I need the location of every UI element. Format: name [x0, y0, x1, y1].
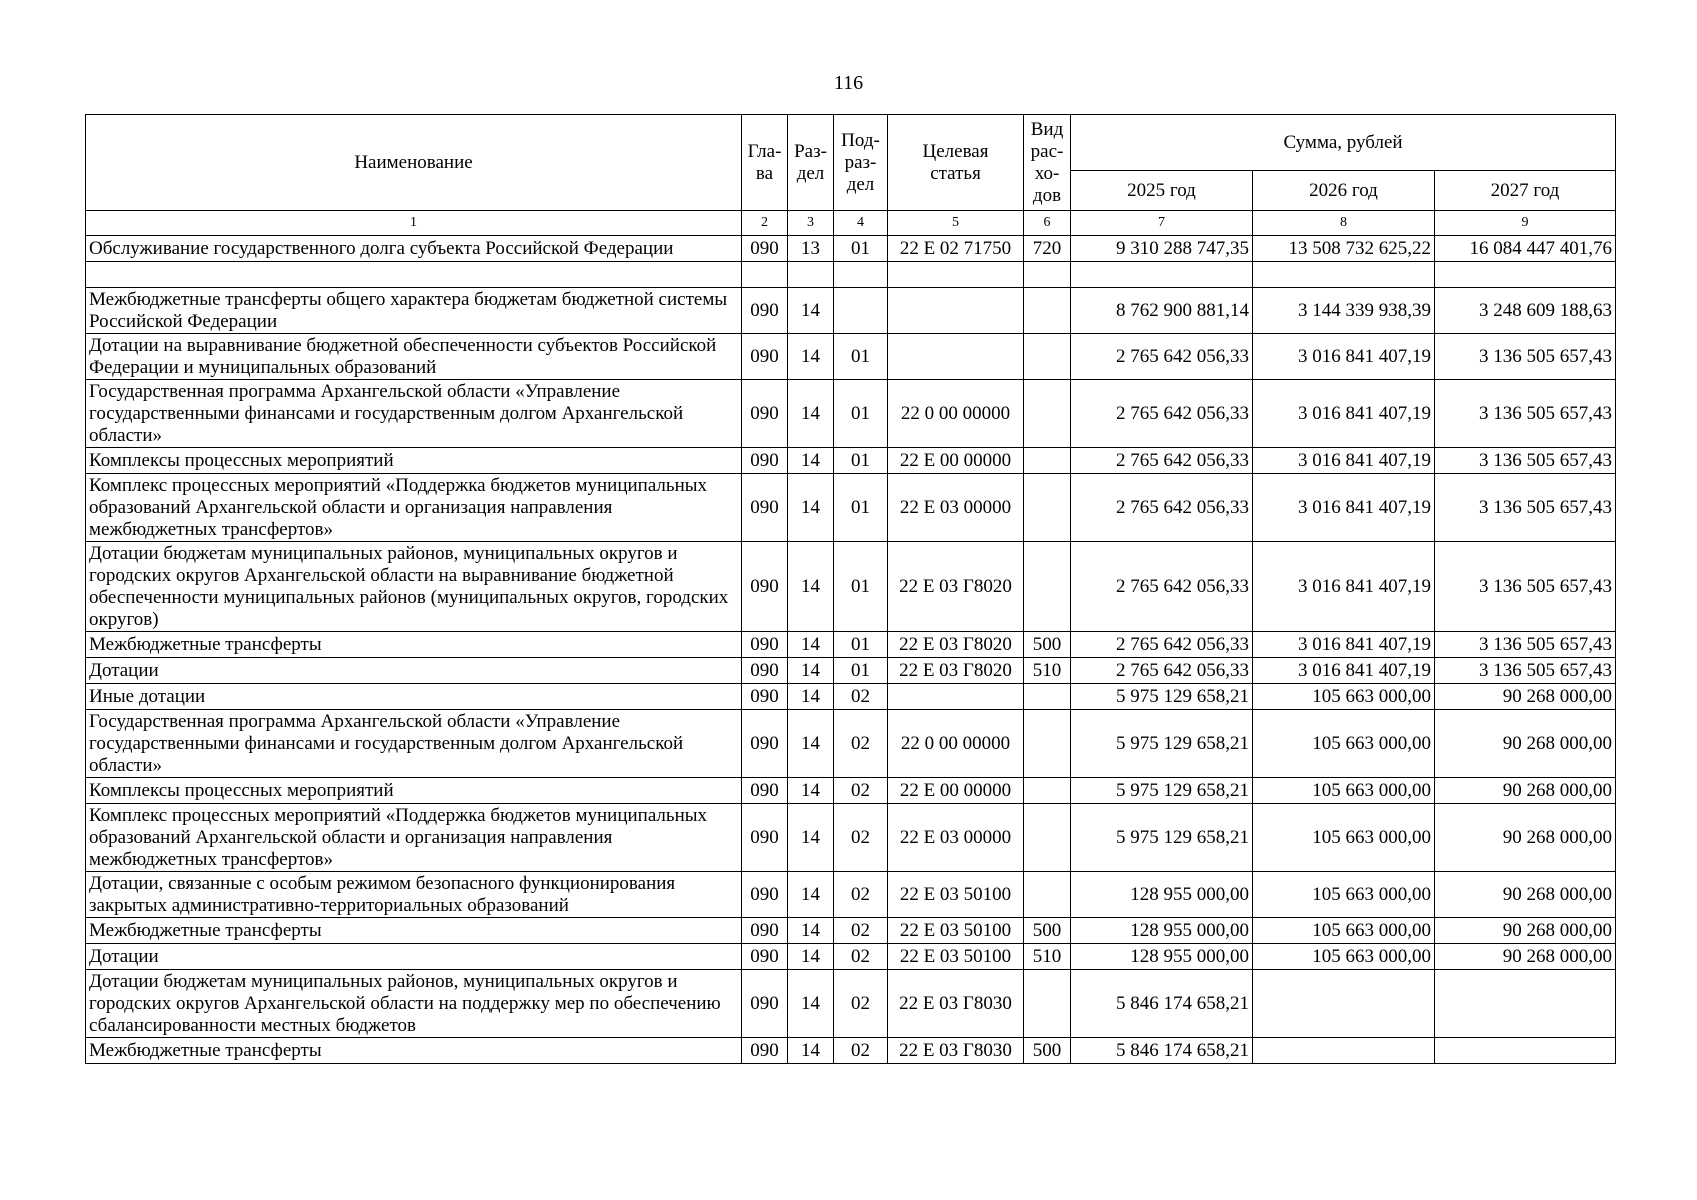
- row-amount-2026: 105 663 000,00: [1253, 918, 1435, 944]
- row-glava: 090: [742, 334, 788, 380]
- column-number: 1: [86, 211, 742, 236]
- row-razdel: 14: [788, 542, 834, 632]
- column-number: 3: [788, 211, 834, 236]
- row-name: Государственная программа Архангельской области «Управление государственными финансами и государственным долгом Архангельской области»: [86, 710, 742, 778]
- row-amount-2027: 3 136 505 657,43: [1435, 542, 1616, 632]
- row-tselevaya: [888, 262, 1024, 288]
- row-podrazdel: 02: [834, 872, 888, 918]
- row-tselevaya: 22 Е 00 00000: [888, 448, 1024, 474]
- table-row: [86, 872, 1616, 918]
- row-glava: 090: [742, 804, 788, 872]
- row-tselevaya: 22 Е 03 50100: [888, 944, 1024, 970]
- row-podrazdel: 02: [834, 918, 888, 944]
- row-amount-2027: 3 136 505 657,43: [1435, 380, 1616, 448]
- column-number: 8: [1253, 211, 1435, 236]
- row-amount-2026: 3 016 841 407,19: [1253, 380, 1435, 448]
- column-number: 7: [1071, 211, 1253, 236]
- row-amount-2027: 90 268 000,00: [1435, 918, 1616, 944]
- row-tselevaya: 22 Е 03 Г8030: [888, 970, 1024, 1038]
- row-amount-2026: 3 016 841 407,19: [1253, 448, 1435, 474]
- row-amount-2025: 2 765 642 056,33: [1071, 542, 1253, 632]
- row-razdel: 14: [788, 288, 834, 334]
- row-glava: [742, 262, 788, 288]
- row-amount-2026: 105 663 000,00: [1253, 778, 1435, 804]
- column-number: 4: [834, 211, 888, 236]
- column-number-row: [86, 211, 1616, 236]
- row-podrazdel: 02: [834, 1038, 888, 1064]
- row-amount-2025: 2 765 642 056,33: [1071, 448, 1253, 474]
- row-glava: 090: [742, 778, 788, 804]
- row-amount-2025: 2 765 642 056,33: [1071, 334, 1253, 380]
- row-amount-2026: 3 016 841 407,19: [1253, 632, 1435, 658]
- row-tselevaya: 22 Е 03 50100: [888, 918, 1024, 944]
- row-tselevaya: 22 Е 03 00000: [888, 804, 1024, 872]
- row-amount-2026: 105 663 000,00: [1253, 944, 1435, 970]
- table-row: [86, 262, 1616, 288]
- row-razdel: 14: [788, 1038, 834, 1064]
- row-glava: 090: [742, 658, 788, 684]
- row-vid: [1024, 804, 1071, 872]
- row-name: Комплексы процессных мероприятий: [86, 448, 742, 474]
- row-podrazdel: 01: [834, 632, 888, 658]
- table-row: [86, 448, 1616, 474]
- row-vid: [1024, 684, 1071, 710]
- row-amount-2026: 3 016 841 407,19: [1253, 474, 1435, 542]
- column-number: 5: [888, 211, 1024, 236]
- header-year-2027: 2027 год: [1435, 171, 1616, 211]
- row-podrazdel: 01: [834, 658, 888, 684]
- row-amount-2025: 5 975 129 658,21: [1071, 778, 1253, 804]
- row-name: Дотации на выравнивание бюджетной обеспеченности субъектов Российской Федерации и муниципальных образований: [86, 334, 742, 380]
- row-glava: 090: [742, 236, 788, 262]
- table-header: [86, 115, 1616, 236]
- row-name: Дотации, связанные с особым режимом безопасного функционирования закрытых административно-территориальных образований: [86, 872, 742, 918]
- row-tselevaya: 22 Е 03 50100: [888, 872, 1024, 918]
- row-tselevaya: 22 Е 02 71750: [888, 236, 1024, 262]
- header-year-2025: 2025 год: [1071, 171, 1253, 211]
- row-amount-2027: 3 136 505 657,43: [1435, 448, 1616, 474]
- row-podrazdel: 01: [834, 334, 888, 380]
- row-razdel: 14: [788, 684, 834, 710]
- header-name: Наименование: [86, 115, 742, 211]
- row-tselevaya: 22 Е 03 Г8020: [888, 542, 1024, 632]
- row-amount-2026: [1253, 970, 1435, 1038]
- row-amount-2026: 3 016 841 407,19: [1253, 334, 1435, 380]
- row-tselevaya: 22 Е 03 Г8030: [888, 1038, 1024, 1064]
- row-name: Дотации: [86, 944, 742, 970]
- row-razdel: 14: [788, 334, 834, 380]
- row-glava: 090: [742, 918, 788, 944]
- row-name: [86, 262, 742, 288]
- row-podrazdel: [834, 262, 888, 288]
- header-tselevaya: Целевая статья: [888, 115, 1024, 211]
- row-vid: 720: [1024, 236, 1071, 262]
- row-amount-2027: 3 136 505 657,43: [1435, 632, 1616, 658]
- row-podrazdel: 02: [834, 684, 888, 710]
- row-razdel: 14: [788, 970, 834, 1038]
- row-podrazdel: 02: [834, 804, 888, 872]
- row-vid: [1024, 262, 1071, 288]
- header-year-2026: 2026 год: [1253, 171, 1435, 211]
- row-tselevaya: 22 Е 03 00000: [888, 474, 1024, 542]
- row-podrazdel: 02: [834, 778, 888, 804]
- row-podrazdel: 01: [834, 236, 888, 262]
- row-tselevaya: 22 Е 03 Г8020: [888, 658, 1024, 684]
- row-glava: 090: [742, 380, 788, 448]
- row-razdel: 14: [788, 872, 834, 918]
- row-vid: 500: [1024, 632, 1071, 658]
- row-tselevaya: 22 Е 03 Г8020: [888, 632, 1024, 658]
- table-row: [86, 474, 1616, 542]
- row-glava: 090: [742, 288, 788, 334]
- row-glava: 090: [742, 970, 788, 1038]
- row-vid: 500: [1024, 918, 1071, 944]
- row-amount-2027: [1435, 1038, 1616, 1064]
- row-amount-2027: 3 248 609 188,63: [1435, 288, 1616, 334]
- table-row: [86, 804, 1616, 872]
- table-row: [86, 710, 1616, 778]
- row-amount-2026: 105 663 000,00: [1253, 710, 1435, 778]
- table-row: [86, 684, 1616, 710]
- row-tselevaya: 22 0 00 00000: [888, 710, 1024, 778]
- row-amount-2026: 3 016 841 407,19: [1253, 658, 1435, 684]
- row-amount-2027: 3 136 505 657,43: [1435, 658, 1616, 684]
- row-amount-2025: 8 762 900 881,14: [1071, 288, 1253, 334]
- column-number: 6: [1024, 211, 1071, 236]
- row-name: Дотации бюджетам муниципальных районов, муниципальных округов и городских округов Архангельской области на поддержку мер по обеспечению сбалансированности местных бюджетов: [86, 970, 742, 1038]
- row-amount-2027: [1435, 262, 1616, 288]
- row-amount-2025: 5 846 174 658,21: [1071, 1038, 1253, 1064]
- row-razdel: 14: [788, 918, 834, 944]
- table-row: [86, 1038, 1616, 1064]
- row-vid: [1024, 334, 1071, 380]
- row-amount-2025: 5 975 129 658,21: [1071, 804, 1253, 872]
- row-razdel: 14: [788, 804, 834, 872]
- row-podrazdel: 01: [834, 474, 888, 542]
- row-glava: 090: [742, 710, 788, 778]
- row-amount-2026: 105 663 000,00: [1253, 872, 1435, 918]
- row-amount-2027: 3 136 505 657,43: [1435, 474, 1616, 542]
- header-glava: Гла- ва: [742, 115, 788, 211]
- row-amount-2025: [1071, 262, 1253, 288]
- row-tselevaya: [888, 288, 1024, 334]
- row-amount-2026: [1253, 262, 1435, 288]
- row-razdel: 14: [788, 944, 834, 970]
- row-amount-2027: 90 268 000,00: [1435, 684, 1616, 710]
- row-amount-2026: 3 016 841 407,19: [1253, 542, 1435, 632]
- header-razdel: Раз- дел: [788, 115, 834, 211]
- budget-table: [85, 114, 1616, 1064]
- row-amount-2025: 128 955 000,00: [1071, 918, 1253, 944]
- row-amount-2025: 5 975 129 658,21: [1071, 684, 1253, 710]
- row-amount-2025: 128 955 000,00: [1071, 944, 1253, 970]
- row-amount-2025: 5 975 129 658,21: [1071, 710, 1253, 778]
- row-name: Комплекс процессных мероприятий «Поддержка бюджетов муниципальных образований Архангельской области и организация направления межбюджетных трансфертов»: [86, 474, 742, 542]
- header-summa: Сумма, рублей: [1071, 115, 1616, 171]
- row-vid: [1024, 542, 1071, 632]
- row-tselevaya: 22 0 00 00000: [888, 380, 1024, 448]
- row-vid: [1024, 448, 1071, 474]
- row-razdel: 14: [788, 658, 834, 684]
- row-amount-2025: 2 765 642 056,33: [1071, 658, 1253, 684]
- row-amount-2027: 90 268 000,00: [1435, 944, 1616, 970]
- row-amount-2027: 16 084 447 401,76: [1435, 236, 1616, 262]
- table-row: [86, 380, 1616, 448]
- table-row: [86, 658, 1616, 684]
- row-amount-2025: 9 310 288 747,35: [1071, 236, 1253, 262]
- row-vid: 500: [1024, 1038, 1071, 1064]
- row-razdel: 13: [788, 236, 834, 262]
- row-glava: 090: [742, 474, 788, 542]
- row-razdel: 14: [788, 474, 834, 542]
- table-body: [86, 236, 1616, 1064]
- row-amount-2026: 3 144 339 938,39: [1253, 288, 1435, 334]
- table-row: [86, 778, 1616, 804]
- row-tselevaya: [888, 684, 1024, 710]
- table-row: [86, 236, 1616, 262]
- row-name: Дотации бюджетам муниципальных районов, муниципальных округов и городских округов Архангельской области на выравнивание бюджетной обеспеченности муниципальных районов (муниципальных округов, городских округов): [86, 542, 742, 632]
- table-row: [86, 632, 1616, 658]
- row-amount-2025: 128 955 000,00: [1071, 872, 1253, 918]
- row-amount-2026: 105 663 000,00: [1253, 684, 1435, 710]
- row-vid: 510: [1024, 658, 1071, 684]
- row-amount-2026: 13 508 732 625,22: [1253, 236, 1435, 262]
- row-name: Иные дотации: [86, 684, 742, 710]
- row-vid: [1024, 872, 1071, 918]
- row-amount-2027: [1435, 970, 1616, 1038]
- row-glava: 090: [742, 944, 788, 970]
- row-glava: 090: [742, 684, 788, 710]
- row-razdel: 14: [788, 710, 834, 778]
- row-name: Комплекс процессных мероприятий «Поддержка бюджетов муниципальных образований Архангельской области и организация направления межбюджетных трансфертов»: [86, 804, 742, 872]
- row-amount-2025: 5 846 174 658,21: [1071, 970, 1253, 1038]
- page-number: 116: [833, 72, 864, 94]
- row-glava: 090: [742, 542, 788, 632]
- row-vid: [1024, 970, 1071, 1038]
- row-vid: [1024, 474, 1071, 542]
- row-podrazdel: [834, 288, 888, 334]
- row-name: Межбюджетные трансферты: [86, 1038, 742, 1064]
- row-vid: [1024, 710, 1071, 778]
- row-podrazdel: 01: [834, 380, 888, 448]
- row-amount-2027: 90 268 000,00: [1435, 872, 1616, 918]
- row-podrazdel: 02: [834, 944, 888, 970]
- row-tselevaya: 22 Е 00 00000: [888, 778, 1024, 804]
- row-glava: 090: [742, 448, 788, 474]
- row-tselevaya: [888, 334, 1024, 380]
- row-podrazdel: 02: [834, 970, 888, 1038]
- table-row: [86, 334, 1616, 380]
- table-row: [86, 944, 1616, 970]
- row-amount-2027: 3 136 505 657,43: [1435, 334, 1616, 380]
- row-vid: 510: [1024, 944, 1071, 970]
- row-razdel: 14: [788, 632, 834, 658]
- row-glava: 090: [742, 632, 788, 658]
- row-name: Комплексы процессных мероприятий: [86, 778, 742, 804]
- row-vid: [1024, 288, 1071, 334]
- table-row: [86, 542, 1616, 632]
- row-amount-2025: 2 765 642 056,33: [1071, 380, 1253, 448]
- header-vid: Вид рас- хо- дов: [1024, 115, 1071, 211]
- row-vid: [1024, 778, 1071, 804]
- row-name: Обслуживание государственного долга субъекта Российской Федерации: [86, 236, 742, 262]
- row-podrazdel: 01: [834, 448, 888, 474]
- row-amount-2027: 90 268 000,00: [1435, 804, 1616, 872]
- row-amount-2026: 105 663 000,00: [1253, 804, 1435, 872]
- column-number: 2: [742, 211, 788, 236]
- row-vid: [1024, 380, 1071, 448]
- row-razdel: [788, 262, 834, 288]
- row-podrazdel: 02: [834, 710, 888, 778]
- row-name: Межбюджетные трансферты: [86, 918, 742, 944]
- row-glava: 090: [742, 1038, 788, 1064]
- row-amount-2027: 90 268 000,00: [1435, 710, 1616, 778]
- row-glava: 090: [742, 872, 788, 918]
- row-name: Дотации: [86, 658, 742, 684]
- row-amount-2025: 2 765 642 056,33: [1071, 632, 1253, 658]
- table-row: [86, 288, 1616, 334]
- header-podrazdel: Под- раз- дел: [834, 115, 888, 211]
- row-name: Государственная программа Архангельской области «Управление государственными финансами и государственным долгом Архангельской области»: [86, 380, 742, 448]
- row-razdel: 14: [788, 380, 834, 448]
- row-amount-2025: 2 765 642 056,33: [1071, 474, 1253, 542]
- table-row: [86, 918, 1616, 944]
- row-amount-2026: [1253, 1038, 1435, 1064]
- row-razdel: 14: [788, 778, 834, 804]
- row-podrazdel: 01: [834, 542, 888, 632]
- row-name: Межбюджетные трансферты: [86, 632, 742, 658]
- column-number: 9: [1435, 211, 1616, 236]
- row-razdel: 14: [788, 448, 834, 474]
- row-amount-2027: 90 268 000,00: [1435, 778, 1616, 804]
- row-name: Межбюджетные трансферты общего характера бюджетам бюджетной системы Российской Федерации: [86, 288, 742, 334]
- table-row: [86, 970, 1616, 1038]
